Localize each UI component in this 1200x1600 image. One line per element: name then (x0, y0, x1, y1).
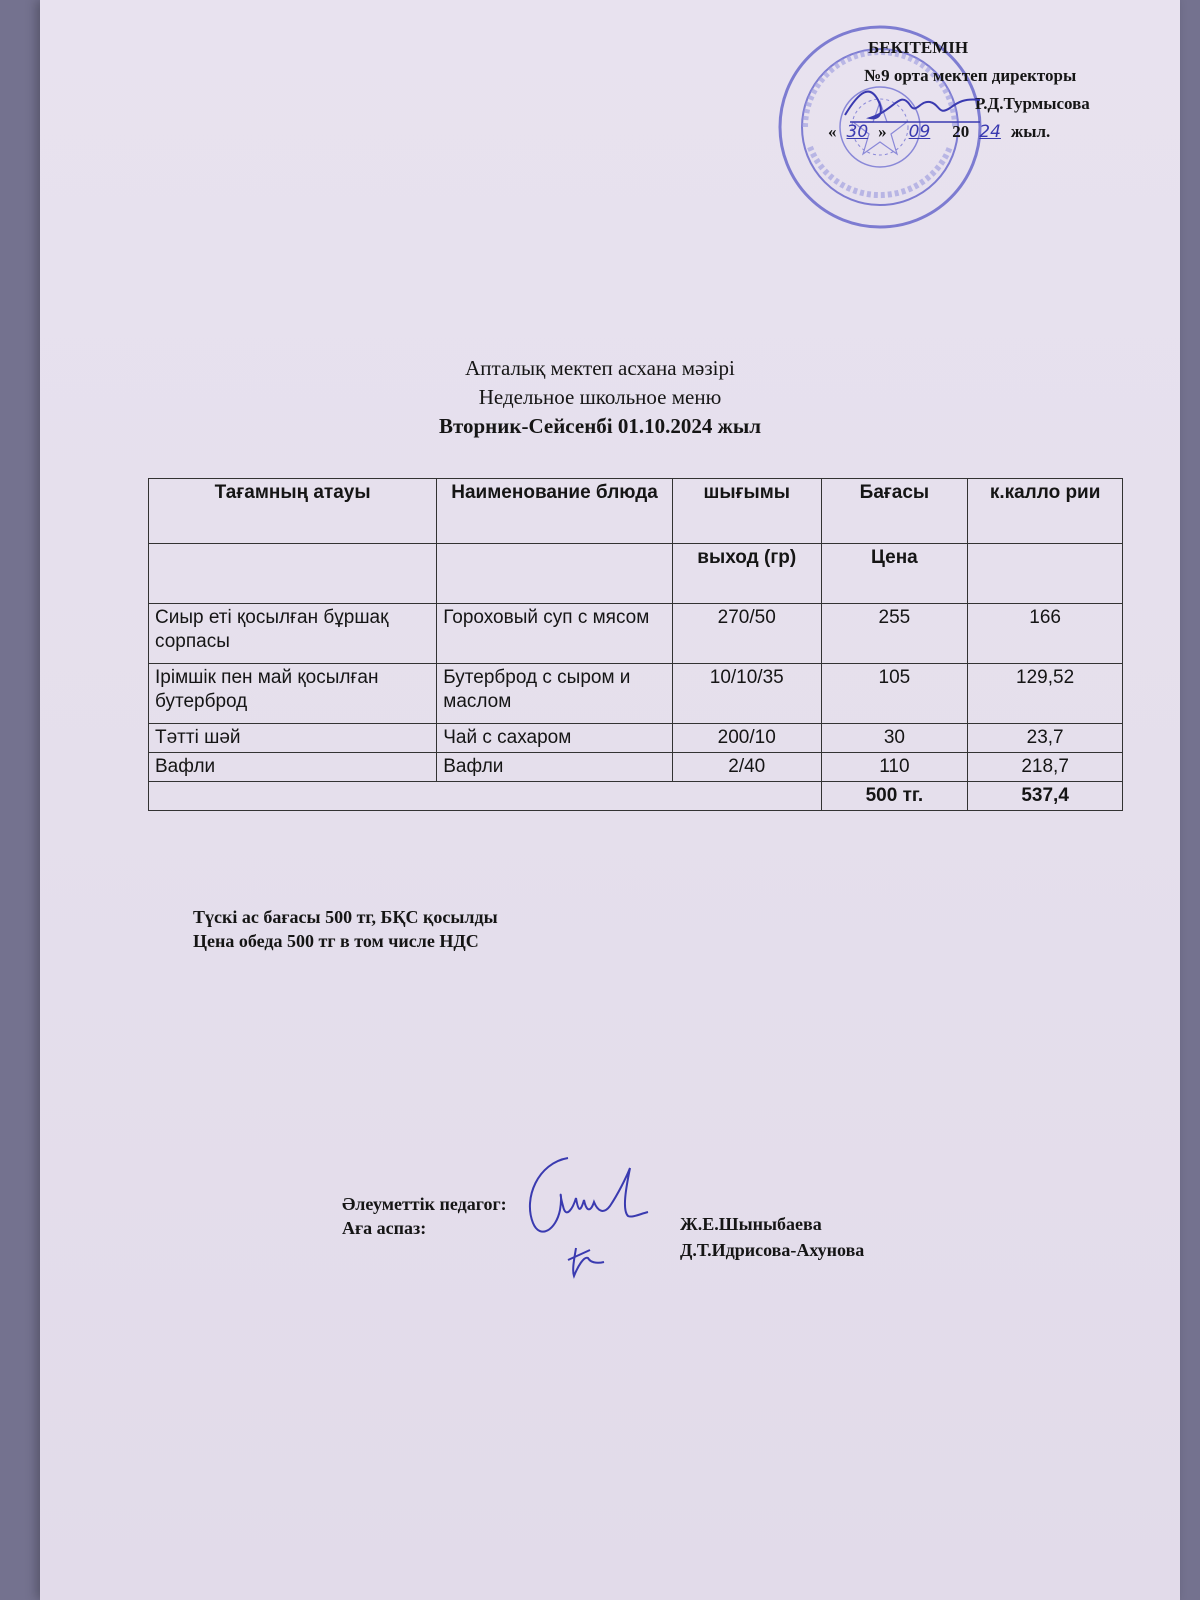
price-note-kz: Түскі ас бағасы 500 тг, БҚС қосылды (193, 907, 498, 927)
document-titles (0, 354, 1200, 441)
cell-yield: 200/10 (672, 724, 821, 753)
cell-yield: 10/10/35 (672, 664, 821, 724)
cell-yield: 270/50 (672, 604, 821, 664)
title-kz: Апталық мектеп асхана мәзірі (465, 356, 735, 380)
subheader-kcal (968, 544, 1123, 604)
approval-title: БЕКІТЕМІН (868, 38, 969, 57)
header-dish-ru: Наименование блюда (437, 479, 673, 544)
title-date: Вторник-Сейсенбі 01.10.2024 жыл (438, 414, 762, 438)
cell-dish-ru: Чай с сахаром (437, 724, 673, 753)
header-price: Бағасы (821, 479, 968, 544)
date-open-quote: « (828, 122, 837, 141)
cell-dish-kz: Ірімшік пен май қосылған бутерброд (149, 664, 437, 724)
price-note-ru: Цена обеда 500 тг в том числе НДС (193, 931, 479, 951)
handwritten-signature-icon (518, 1148, 658, 1288)
cell-dish-kz: Тәтті шәй (149, 724, 437, 753)
total-kcal: 537,4 (968, 782, 1123, 811)
date-year-word: жыл. (1010, 122, 1051, 141)
cell-dish-ru: Гороховый суп с мясом (437, 604, 673, 664)
header-kcal: к.калло рии (968, 479, 1123, 544)
approval-school-line: №9 орта мектеп директоры (864, 66, 1077, 85)
cell-kcal: 166 (968, 604, 1123, 664)
cell-kcal: 23,7 (968, 724, 1123, 753)
cell-kcal: 129,52 (968, 664, 1123, 724)
cell-price: 255 (821, 604, 968, 664)
cell-yield: 2/40 (672, 753, 821, 782)
cell-price: 110 (821, 753, 968, 782)
table-total-row (149, 782, 1123, 811)
table-row (149, 664, 1123, 724)
table-row (149, 753, 1123, 782)
total-empty-cell (149, 782, 822, 811)
approval-director-name: Р.Д.Турмысова (975, 94, 1090, 113)
role-social-pedagogue: Әлеуметтік педагог: (342, 1194, 507, 1214)
subheader-dish-ru (437, 544, 673, 604)
name-head-cook: Д.Т.Идрисова-Ахунова (680, 1240, 865, 1260)
date-day: 30 (846, 122, 869, 142)
name-social-pedagogue: Ж.Е.Шыныбаева (680, 1214, 822, 1234)
cell-kcal: 218,7 (968, 753, 1123, 782)
title-ru: Недельное школьное меню (478, 385, 722, 409)
subheader-dish-kz (149, 544, 437, 604)
date-close-quote: » (878, 122, 887, 141)
cell-dish-kz: Вафли (149, 753, 437, 782)
cell-price: 30 (821, 724, 968, 753)
table-subheader-row (149, 544, 1123, 604)
table-header-row (149, 479, 1123, 544)
subheader-price: Цена (821, 544, 968, 604)
total-price: 500 тг. (821, 782, 968, 811)
role-head-cook: Аға аспаз: (342, 1218, 427, 1238)
table-row (149, 604, 1123, 664)
date-month: 09 (908, 122, 931, 142)
menu-table (148, 478, 1123, 811)
table-row (149, 724, 1123, 753)
director-signature-icon (840, 80, 990, 130)
cell-price: 105 (821, 664, 968, 724)
cell-dish-kz: Сиыр еті қосылған бұршақ сорпасы (149, 604, 437, 664)
subheader-yield: выход (гр) (672, 544, 821, 604)
cell-dish-ru: Бутерброд с сыром и маслом (437, 664, 673, 724)
date-year-prefix: 20 (952, 122, 970, 141)
price-note (193, 905, 498, 953)
header-dish-kz: Тағамның атауы (149, 479, 437, 544)
cell-dish-ru: Вафли (437, 753, 673, 782)
date-year-suffix: 24 (979, 122, 1001, 142)
header-yield: шығымы (672, 479, 821, 544)
